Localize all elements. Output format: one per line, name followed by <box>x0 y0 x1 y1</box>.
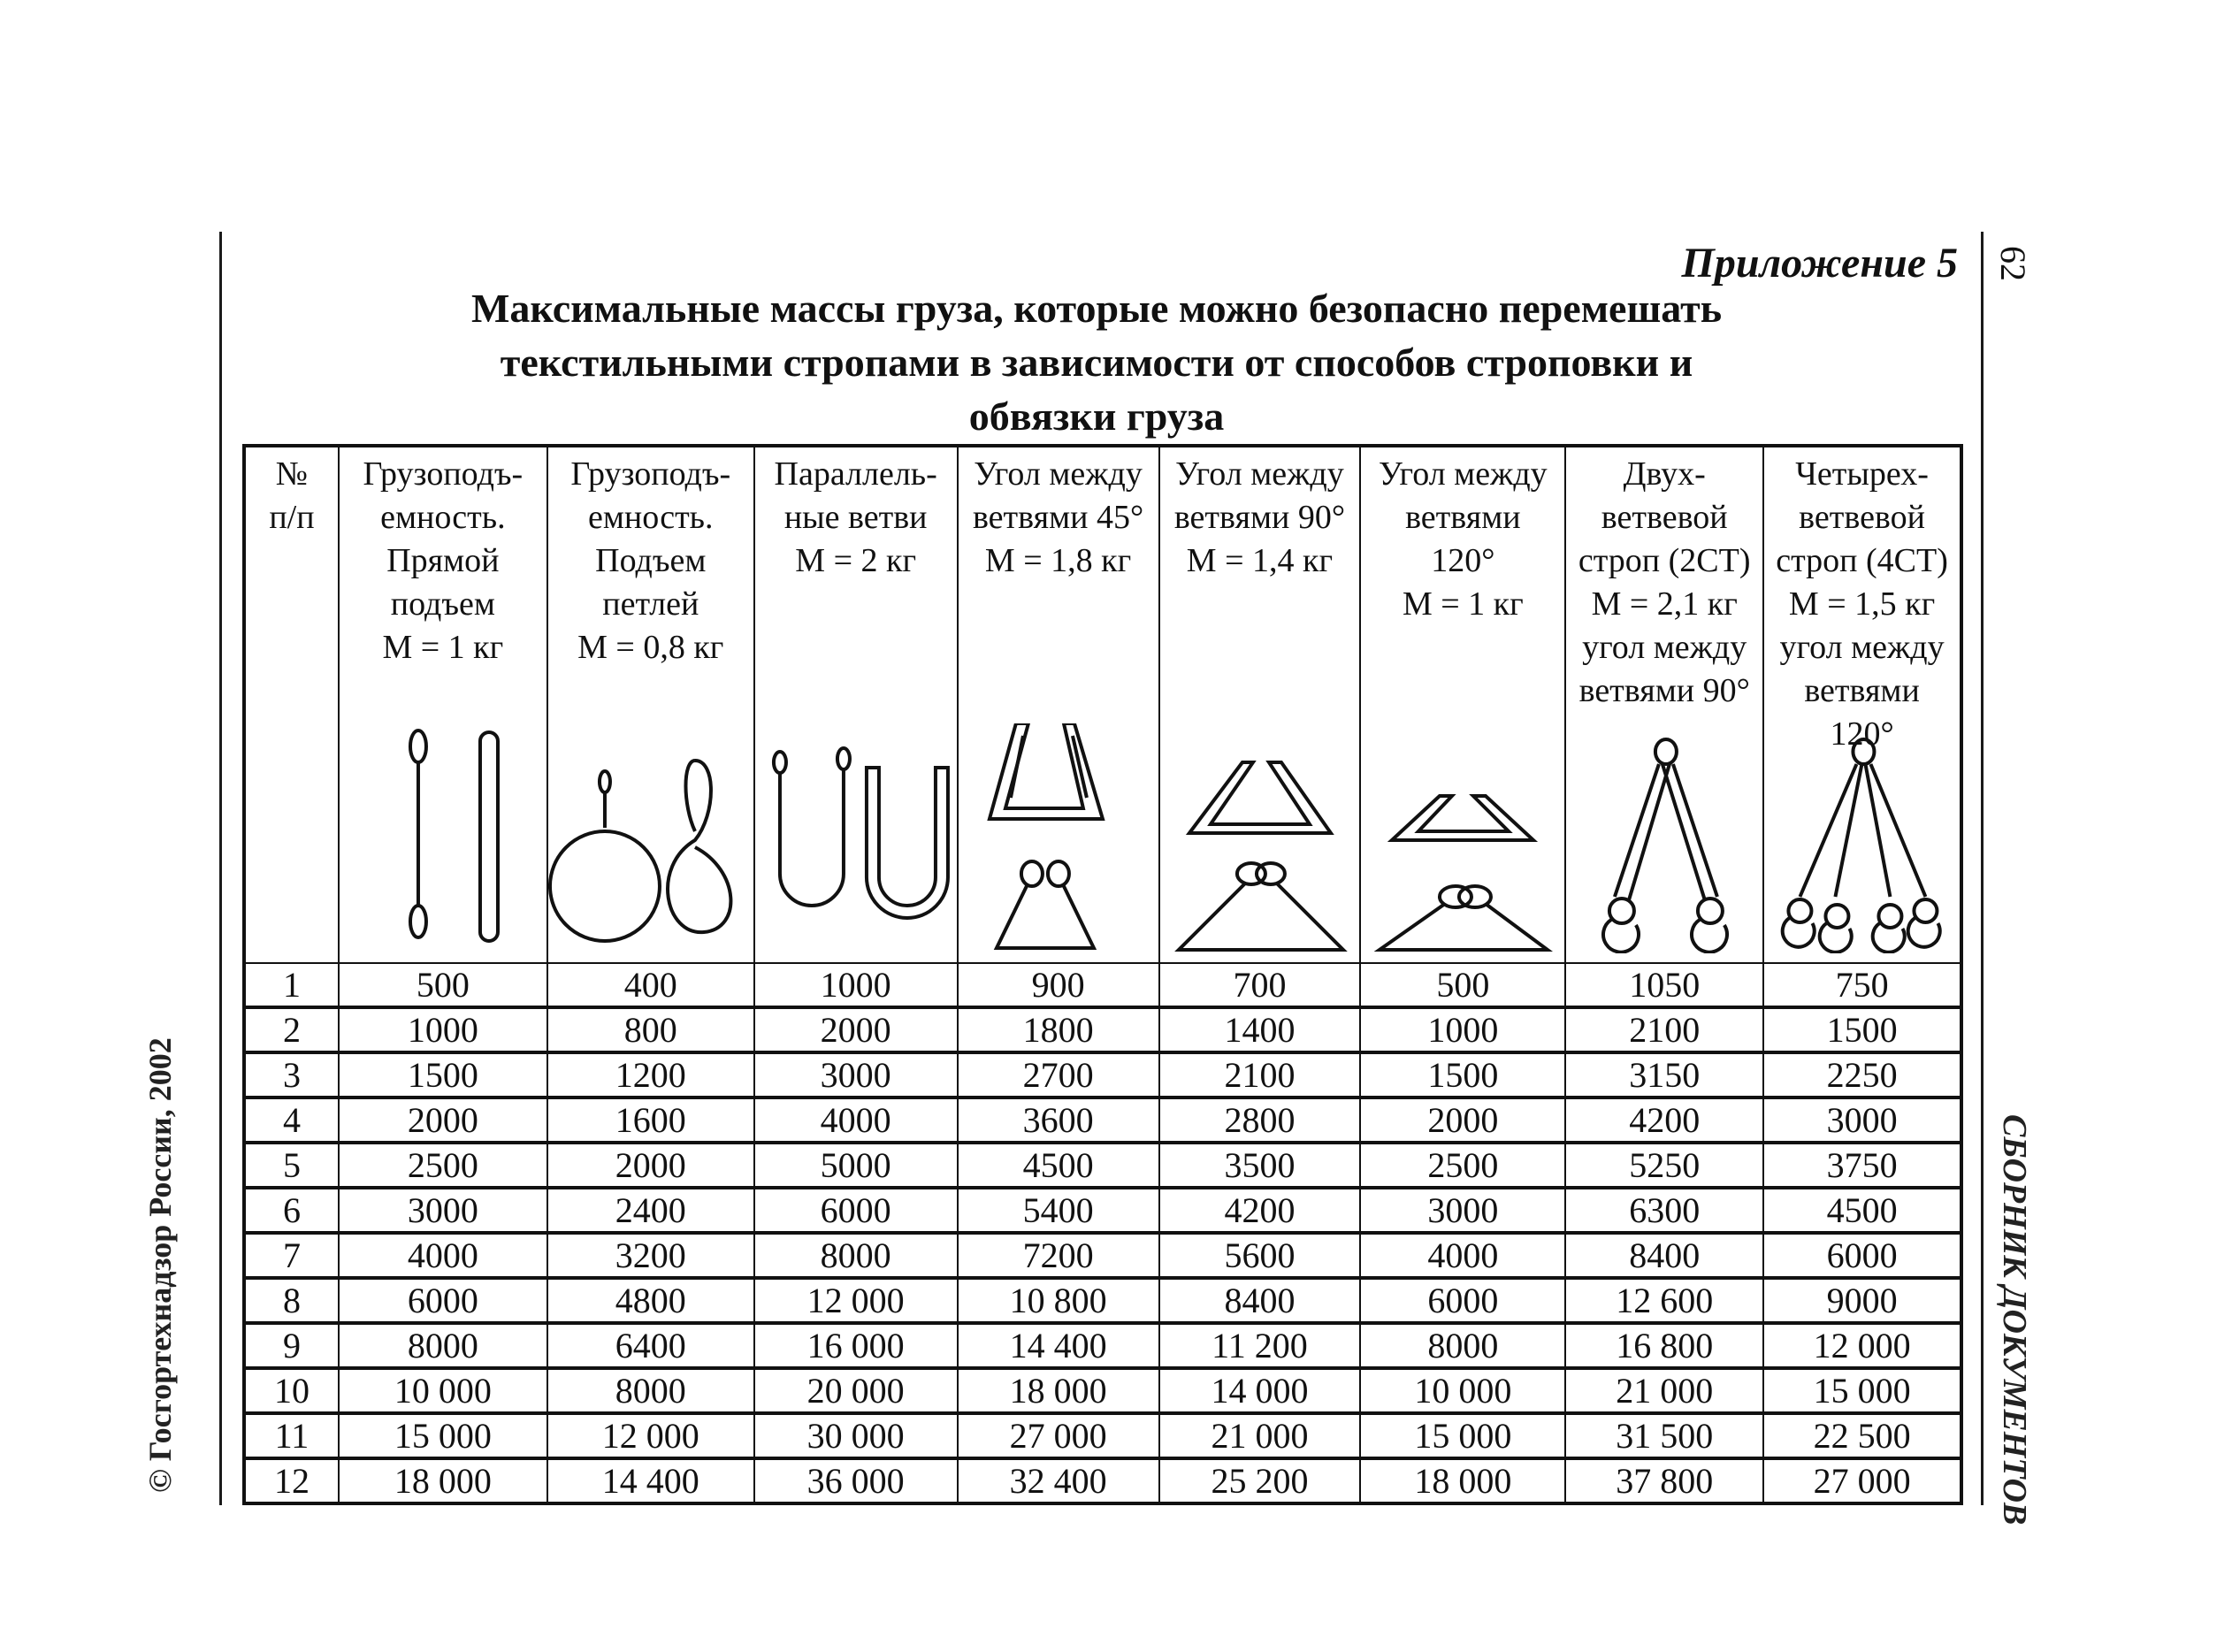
table-cell: 400 <box>547 963 754 1007</box>
table-cell: 8000 <box>547 1368 754 1413</box>
table-cell: 7200 <box>958 1233 1159 1278</box>
table-cell: 21 000 <box>1565 1368 1763 1413</box>
four-leg-sling-icon <box>1764 723 1960 953</box>
table-cell: 2000 <box>1360 1098 1565 1143</box>
left-margin-rule <box>219 232 222 1505</box>
table-cell: 5400 <box>958 1188 1159 1233</box>
table-cell: 2100 <box>1565 1007 1763 1052</box>
load-table <box>242 444 1963 1505</box>
table-cell: 6000 <box>1360 1278 1565 1323</box>
table-cell: 14 400 <box>547 1458 754 1503</box>
table-cell: 800 <box>547 1007 754 1052</box>
table-cell: 3000 <box>754 1052 958 1098</box>
table-cell: 750 <box>1763 963 1961 1007</box>
header-cell-two-leg: Двух- ветвевой строп (2СТ) М = 2,1 кг угол между ветвями 90° <box>1565 446 1763 963</box>
table-cell: 2700 <box>958 1052 1159 1098</box>
angle-90-sling-icon <box>1160 723 1360 953</box>
table-cell: 9000 <box>1763 1278 1961 1323</box>
table-row <box>244 1233 1961 1278</box>
table-body <box>244 963 1961 1503</box>
table-cell: 4200 <box>1565 1098 1763 1143</box>
table-cell: 2000 <box>754 1007 958 1052</box>
table-cell: 1500 <box>1360 1052 1565 1098</box>
right-margin-rule <box>1981 232 1984 1505</box>
table-cell: 6300 <box>1565 1188 1763 1233</box>
table-cell: 1500 <box>339 1052 547 1098</box>
table-cell: 2250 <box>1763 1052 1961 1098</box>
table-row <box>244 1368 1961 1413</box>
table-cell: 8400 <box>1159 1278 1361 1323</box>
table-cell: 21 000 <box>1159 1413 1361 1458</box>
table-cell: 12 000 <box>547 1413 754 1458</box>
table-cell: 500 <box>1360 963 1565 1007</box>
table-cell: 1400 <box>1159 1007 1361 1052</box>
header-cell-parallel-legs: Параллель- ные ветви М = 2 кг <box>754 446 958 963</box>
table-cell: 1000 <box>754 963 958 1007</box>
table-cell: 31 500 <box>1565 1413 1763 1458</box>
two-leg-sling-icon <box>1566 723 1762 953</box>
table-cell: 3500 <box>1159 1143 1361 1188</box>
header-cell-angle-45: Угол между ветвями 45° М = 1,8 кг <box>958 446 1159 963</box>
table-row <box>244 1413 1961 1458</box>
table-cell: 2800 <box>1159 1098 1361 1143</box>
table-cell: 3600 <box>958 1098 1159 1143</box>
collection-label: СБОРНИК ДОКУМЕНТОВ <box>1996 1114 2033 1526</box>
table-cell: 12 000 <box>1763 1323 1961 1368</box>
row-number-cell: 7 <box>244 1233 339 1278</box>
table-cell: 4000 <box>339 1233 547 1278</box>
table-cell: 6000 <box>339 1278 547 1323</box>
straight-sling-icon <box>340 723 547 953</box>
table-cell: 12 600 <box>1565 1278 1763 1323</box>
table-cell: 15 000 <box>1763 1368 1961 1413</box>
table-cell: 15 000 <box>1360 1413 1565 1458</box>
row-number-cell: 9 <box>244 1323 339 1368</box>
table-cell: 1050 <box>1565 963 1763 1007</box>
table-cell: 27 000 <box>1763 1458 1961 1503</box>
table-cell: 1000 <box>1360 1007 1565 1052</box>
parallel-legs-sling-icon <box>755 723 957 953</box>
table-cell: 36 000 <box>754 1458 958 1503</box>
header-cell-number: № п/п <box>244 446 339 963</box>
table-cell: 8000 <box>339 1323 547 1368</box>
angle-45-sling-icon <box>959 723 1158 953</box>
page-number: 62 <box>1993 246 2033 281</box>
table-cell: 3000 <box>1360 1188 1565 1233</box>
table-row <box>244 1278 1961 1323</box>
table-cell: 16 000 <box>754 1323 958 1368</box>
table-cell: 5600 <box>1159 1233 1361 1278</box>
table-cell: 8000 <box>754 1233 958 1278</box>
header-cell-straight-lift: Грузоподъ- емность. Прямой подъем М = 1 кг <box>339 446 547 963</box>
table-cell: 16 800 <box>1565 1323 1763 1368</box>
table-cell: 14 400 <box>958 1323 1159 1368</box>
table-cell: 2000 <box>339 1098 547 1143</box>
table-cell: 3000 <box>1763 1098 1961 1143</box>
table-cell: 500 <box>339 963 547 1007</box>
table-cell: 5250 <box>1565 1143 1763 1188</box>
table-cell: 32 400 <box>958 1458 1159 1503</box>
table-row <box>244 1052 1961 1098</box>
choke-loop-sling-icon <box>548 723 753 953</box>
table-cell: 2500 <box>1360 1143 1565 1188</box>
table-row <box>244 1188 1961 1233</box>
table-cell: 4800 <box>547 1278 754 1323</box>
table-cell: 27 000 <box>958 1413 1159 1458</box>
table-cell: 3000 <box>339 1188 547 1233</box>
table-cell: 6000 <box>754 1188 958 1233</box>
table-cell: 2100 <box>1159 1052 1361 1098</box>
table-cell: 12 000 <box>754 1278 958 1323</box>
table-cell: 8400 <box>1565 1233 1763 1278</box>
appendix-label: Приложение 5 <box>1681 240 1958 287</box>
table-cell: 1600 <box>547 1098 754 1143</box>
row-number-cell: 6 <box>244 1188 339 1233</box>
table-cell: 14 000 <box>1159 1368 1361 1413</box>
table-cell: 6000 <box>1763 1233 1961 1278</box>
header-cell-angle-120: Угол между ветвями 120° М = 1 кг <box>1360 446 1565 963</box>
table-cell: 25 200 <box>1159 1458 1361 1503</box>
table-cell: 1800 <box>958 1007 1159 1052</box>
table-cell: 4000 <box>1360 1233 1565 1278</box>
table-cell: 3750 <box>1763 1143 1961 1188</box>
table-cell: 18 000 <box>1360 1458 1565 1503</box>
table-cell: 4200 <box>1159 1188 1361 1233</box>
table-cell: 700 <box>1159 963 1361 1007</box>
row-number-cell: 2 <box>244 1007 339 1052</box>
table-cell: 10 800 <box>958 1278 1159 1323</box>
table-cell: 3150 <box>1565 1052 1763 1098</box>
table-cell: 3200 <box>547 1233 754 1278</box>
table-cell: 15 000 <box>339 1413 547 1458</box>
table-cell: 2000 <box>547 1143 754 1188</box>
table-cell: 6400 <box>547 1323 754 1368</box>
table-cell: 1200 <box>547 1052 754 1098</box>
table-cell: 4000 <box>754 1098 958 1143</box>
table-cell: 4500 <box>958 1143 1159 1188</box>
table-cell: 1000 <box>339 1007 547 1052</box>
row-number-cell: 3 <box>244 1052 339 1098</box>
table-header-row <box>244 446 1961 963</box>
header-cell-four-leg: Четырех- ветвевой строп (4СТ) М = 1,5 кг угол между ветвями 120° <box>1763 446 1961 963</box>
row-number-cell: 12 <box>244 1458 339 1503</box>
header-cell-angle-90: Угол между ветвями 90° М = 1,4 кг <box>1159 446 1361 963</box>
table-cell: 20 000 <box>754 1368 958 1413</box>
table-cell: 1500 <box>1763 1007 1961 1052</box>
table-row <box>244 963 1961 1007</box>
row-number-cell: 8 <box>244 1278 339 1323</box>
row-number-cell: 1 <box>244 963 339 1007</box>
row-number-cell: 5 <box>244 1143 339 1188</box>
table-cell: 11 200 <box>1159 1323 1361 1368</box>
table-row <box>244 1098 1961 1143</box>
table-cell: 8000 <box>1360 1323 1565 1368</box>
table-cell: 900 <box>958 963 1159 1007</box>
table-cell: 10 000 <box>1360 1368 1565 1413</box>
row-number-cell: 4 <box>244 1098 339 1143</box>
table-cell: 2400 <box>547 1188 754 1233</box>
row-number-cell: 11 <box>244 1413 339 1458</box>
table-cell: 4500 <box>1763 1188 1961 1233</box>
table-cell: 18 000 <box>958 1368 1159 1413</box>
page-title: Максимальные массы груза, которые можно безопасно перемешать текстильными стропами в зависимости от способов строповки и обвязки груза <box>470 286 1723 439</box>
table-cell: 18 000 <box>339 1458 547 1503</box>
table-row <box>244 1143 1961 1188</box>
table-row <box>244 1458 1961 1503</box>
table-cell: 10 000 <box>339 1368 547 1413</box>
angle-120-sling-icon <box>1361 723 1564 953</box>
publisher-note: © Госгортехнадзор России, 2002 <box>142 1037 178 1493</box>
row-number-cell: 10 <box>244 1368 339 1413</box>
table-cell: 30 000 <box>754 1413 958 1458</box>
table-row <box>244 1323 1961 1368</box>
header-cell-loop-lift: Грузоподъ- емность. Подъем петлей М = 0,8 кг <box>547 446 754 963</box>
table-cell: 37 800 <box>1565 1458 1763 1503</box>
table-cell: 2500 <box>339 1143 547 1188</box>
table-cell: 22 500 <box>1763 1413 1961 1458</box>
table-cell: 5000 <box>754 1143 958 1188</box>
table-row <box>244 1007 1961 1052</box>
